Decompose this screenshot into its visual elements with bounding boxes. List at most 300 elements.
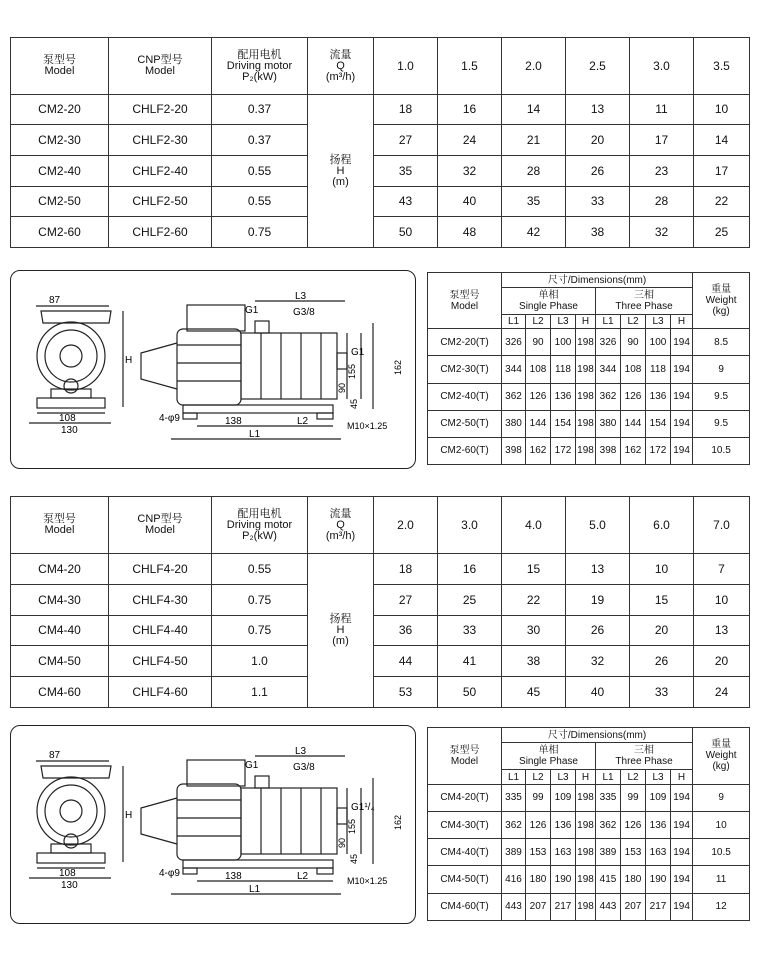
dim-155: 155 (347, 363, 357, 379)
flow-value: 7.0 (694, 497, 750, 554)
weight-value: 11 (693, 866, 750, 893)
table-row (428, 866, 750, 893)
cnp-model: CHLF2-60 (109, 217, 212, 248)
dim-value: 198 (576, 811, 596, 838)
dim-col-header: L3 (551, 315, 576, 329)
dim-value: 198 (576, 437, 596, 464)
dim-value: 172 (551, 437, 576, 464)
dims-model-header: 泵型号 Model (428, 728, 502, 785)
dim-value: 198 (576, 893, 596, 920)
head-value: 26 (566, 616, 630, 646)
dim-value: 180 (621, 866, 646, 893)
head-value: 20 (630, 616, 694, 646)
flow-value: 2.0 (502, 38, 566, 95)
dim-value: 126 (526, 383, 551, 410)
three-phase-header: 三相 Three Phase (596, 743, 693, 770)
dim-value: 443 (502, 893, 526, 920)
head-value: 25 (694, 217, 750, 248)
motor-header: 配用电机 Driving motor P₂(kW) (212, 497, 308, 554)
dims-model-header: 泵型号 Model (428, 273, 502, 329)
motor-power: 1.1 (212, 677, 308, 708)
head-value: 10 (694, 95, 750, 125)
flow-value: 4.0 (502, 497, 566, 554)
dim-value: 362 (502, 383, 526, 410)
dims-model: CM2-50(T) (428, 410, 502, 437)
motor-power: 0.37 (212, 125, 308, 156)
cm2-dimensions-table (427, 272, 750, 465)
dim-value: 415 (596, 866, 621, 893)
head-value: 26 (630, 646, 694, 677)
dim-value: 335 (502, 784, 526, 811)
dim-value: 163 (646, 839, 671, 866)
pump-model-header: 泵型号 Model (11, 497, 109, 554)
weight-value: 10.5 (693, 437, 750, 464)
dim-value: 198 (576, 839, 596, 866)
dim-value: 398 (502, 437, 526, 464)
dim-value: 109 (646, 784, 671, 811)
head-value: 50 (438, 677, 502, 708)
dim-col-header: L1 (596, 770, 621, 784)
dim-value: 108 (526, 356, 551, 383)
dim-col-header: L2 (526, 770, 551, 784)
motor-power: 0.37 (212, 95, 308, 125)
weight-value: 12 (693, 893, 750, 920)
head-value: 33 (630, 677, 694, 708)
table-row (11, 585, 750, 616)
dim-value: 344 (502, 356, 526, 383)
motor-power: 0.75 (212, 217, 308, 248)
dim-value: 326 (596, 329, 621, 356)
table-row (428, 410, 750, 437)
head-value: 44 (374, 646, 438, 677)
table-row (11, 554, 750, 585)
label-g38: G3/8 (293, 307, 315, 318)
head-value: 35 (502, 187, 566, 217)
cm2-dimension-drawing (10, 270, 416, 469)
pump-model: CM4-40 (11, 616, 109, 646)
dim-value: 326 (502, 329, 526, 356)
motor-power: 0.75 (212, 616, 308, 646)
head-value: 50 (374, 217, 438, 248)
dim-col-header: L1 (502, 315, 526, 329)
dims-model: CM4-20(T) (428, 784, 502, 811)
table-row (428, 811, 750, 838)
dims-model: CM4-50(T) (428, 866, 502, 893)
dim-value: 217 (551, 893, 576, 920)
head-value: 17 (694, 156, 750, 187)
head-value: 13 (566, 554, 630, 585)
head-value: 7 (694, 554, 750, 585)
dim-155: 155 (347, 818, 357, 834)
dim-value: 118 (551, 356, 576, 383)
motor-power: 0.75 (212, 585, 308, 616)
label-phi: 4-φ9 (159, 868, 180, 879)
pump-model: CM2-50 (11, 187, 109, 217)
dims-model: CM4-40(T) (428, 839, 502, 866)
table-row (11, 125, 750, 156)
table-row (11, 95, 750, 125)
dim-138: 138 (225, 871, 242, 882)
head-value: 16 (438, 95, 502, 125)
dim-value: 198 (576, 784, 596, 811)
dim-col-header: H (576, 770, 596, 784)
dim-col-header: L2 (621, 315, 646, 329)
pump-model: CM4-20 (11, 554, 109, 585)
head-label: 扬程 H (m) (308, 95, 374, 248)
dim-col-header: L2 (621, 770, 646, 784)
dim-value: 194 (671, 811, 693, 838)
dim-value: 335 (596, 784, 621, 811)
head-value: 13 (694, 616, 750, 646)
head-value: 38 (566, 217, 630, 248)
dims-model: CM4-30(T) (428, 811, 502, 838)
dims-model: CM2-40(T) (428, 383, 502, 410)
dim-90: 90 (337, 837, 347, 848)
flow-value: 3.0 (630, 38, 694, 95)
head-value: 42 (502, 217, 566, 248)
head-value: 16 (438, 554, 502, 585)
head-value: 32 (438, 156, 502, 187)
pump-model: CM4-30 (11, 585, 109, 616)
pump-drawing-svg (11, 271, 415, 468)
flow-value: 2.0 (374, 497, 438, 554)
head-value: 20 (694, 646, 750, 677)
dim-value: 380 (596, 410, 621, 437)
dim-l3: L3 (295, 291, 307, 302)
dim-col-header: L2 (526, 315, 551, 329)
dim-value: 416 (502, 866, 526, 893)
weight-header: 重量 Weight (kg) (693, 728, 750, 785)
weight-value: 9 (693, 784, 750, 811)
table-row (428, 383, 750, 410)
dim-value: 194 (671, 839, 693, 866)
dim-value: 194 (671, 893, 693, 920)
dim-l1: L1 (249, 884, 261, 895)
dim-value: 126 (621, 383, 646, 410)
motor-power: 0.55 (212, 187, 308, 217)
dim-value: 194 (671, 329, 693, 356)
weight-header: 重量 Weight (kg) (693, 273, 750, 329)
head-value: 36 (374, 616, 438, 646)
dim-108: 108 (59, 868, 76, 879)
flow-value: 5.0 (566, 497, 630, 554)
dim-h: H (125, 355, 133, 366)
cnp-model: CHLF4-30 (109, 585, 212, 616)
head-value: 48 (438, 217, 502, 248)
head-value: 14 (502, 95, 566, 125)
dim-value: 154 (551, 410, 576, 437)
dim-value: 207 (526, 893, 551, 920)
dim-col-header: L1 (502, 770, 526, 784)
dim-l2: L2 (297, 871, 309, 882)
dim-value: 136 (646, 811, 671, 838)
pump-model: CM2-30 (11, 125, 109, 156)
head-value: 33 (566, 187, 630, 217)
dim-value: 194 (671, 356, 693, 383)
head-value: 45 (502, 677, 566, 708)
dim-value: 90 (621, 329, 646, 356)
dims-model: CM2-60(T) (428, 437, 502, 464)
dim-87: 87 (49, 295, 61, 306)
head-value: 43 (374, 187, 438, 217)
flow-value: 3.0 (438, 497, 502, 554)
weight-value: 9.5 (693, 383, 750, 410)
flow-value: 6.0 (630, 497, 694, 554)
dim-value: 99 (621, 784, 646, 811)
weight-value: 8.5 (693, 329, 750, 356)
head-value: 20 (566, 125, 630, 156)
head-value: 17 (630, 125, 694, 156)
dim-l3: L3 (295, 746, 307, 757)
dim-45: 45 (349, 398, 359, 409)
dim-value: 153 (621, 839, 646, 866)
dim-value: 194 (671, 410, 693, 437)
dim-col-header: L3 (646, 770, 671, 784)
table-row (11, 156, 750, 187)
cnp-model: CHLF2-20 (109, 95, 212, 125)
three-phase-header: 三相 Three Phase (596, 288, 693, 315)
dim-value: 198 (576, 383, 596, 410)
table-row (428, 893, 750, 920)
dim-value: 136 (551, 383, 576, 410)
dim-value: 108 (621, 356, 646, 383)
label-g1-top: G1 (245, 760, 259, 771)
head-value: 24 (694, 677, 750, 708)
dim-col-header: H (576, 315, 596, 329)
head-value: 21 (502, 125, 566, 156)
pump-drawing-svg (11, 726, 415, 923)
flow-value: 1.5 (438, 38, 502, 95)
head-value: 40 (566, 677, 630, 708)
dim-value: 100 (646, 329, 671, 356)
cnp-model: CHLF4-20 (109, 554, 212, 585)
head-value: 14 (694, 125, 750, 156)
dims-title: 尺寸/Dimensions(mm) (502, 273, 693, 288)
head-value: 32 (566, 646, 630, 677)
cnp-model: CHLF2-40 (109, 156, 212, 187)
dims-model: CM2-20(T) (428, 329, 502, 356)
dim-value: 109 (551, 784, 576, 811)
head-value: 27 (374, 125, 438, 156)
cnp-model: CHLF2-50 (109, 187, 212, 217)
label-g1-quarter-side: G1¹/₄ (351, 802, 375, 813)
head-value: 18 (374, 95, 438, 125)
weight-value: 9.5 (693, 410, 750, 437)
dim-value: 180 (526, 866, 551, 893)
motor-power: 0.55 (212, 156, 308, 187)
dim-value: 217 (646, 893, 671, 920)
dim-value: 190 (646, 866, 671, 893)
dim-value: 198 (576, 329, 596, 356)
pump-model-header: 泵型号 Model (11, 38, 109, 95)
label-m10: M10×1.25 (347, 421, 388, 431)
dim-value: 153 (526, 839, 551, 866)
dim-value: 443 (596, 893, 621, 920)
head-value: 38 (502, 646, 566, 677)
head-value: 15 (630, 585, 694, 616)
dim-value: 198 (576, 410, 596, 437)
label-g1-top: G1 (245, 305, 259, 316)
dims-title: 尺寸/Dimensions(mm) (502, 728, 693, 743)
dim-value: 162 (526, 437, 551, 464)
pump-model: CM2-40 (11, 156, 109, 187)
motor-power: 0.55 (212, 554, 308, 585)
dim-value: 389 (596, 839, 621, 866)
cm4-dimensions-table (427, 727, 750, 921)
dim-162: 162 (393, 359, 403, 375)
dim-value: 162 (621, 437, 646, 464)
head-value: 22 (502, 585, 566, 616)
dim-value: 136 (646, 383, 671, 410)
dim-value: 398 (596, 437, 621, 464)
pump-model: CM2-60 (11, 217, 109, 248)
label-phi: 4-φ9 (159, 413, 180, 424)
flow-value: 2.5 (566, 38, 630, 95)
cm4-performance-table (10, 496, 750, 708)
head-value: 10 (694, 585, 750, 616)
dim-87: 87 (49, 750, 61, 761)
dim-value: 194 (671, 866, 693, 893)
table-row (428, 356, 750, 383)
head-value: 35 (374, 156, 438, 187)
dim-90: 90 (337, 382, 347, 393)
dim-value: 198 (576, 356, 596, 383)
head-value: 22 (694, 187, 750, 217)
head-value: 26 (566, 156, 630, 187)
table-row (11, 616, 750, 646)
cnp-model-header: CNP型号 Model (109, 38, 212, 95)
cnp-model: CHLF2-30 (109, 125, 212, 156)
dim-l1: L1 (249, 429, 261, 440)
dim-value: 136 (551, 811, 576, 838)
dim-value: 207 (621, 893, 646, 920)
dim-value: 190 (551, 866, 576, 893)
flow-header: 流量 Q (m³/h) (308, 38, 374, 95)
dim-value: 99 (526, 784, 551, 811)
dim-162: 162 (393, 814, 403, 830)
pump-model: CM4-50 (11, 646, 109, 677)
dim-value: 389 (502, 839, 526, 866)
weight-value: 10.5 (693, 839, 750, 866)
label-g1-side: G1 (351, 347, 365, 358)
single-phase-header: 单相 Single Phase (502, 743, 596, 770)
head-value: 11 (630, 95, 694, 125)
table-row (11, 677, 750, 708)
dim-l2: L2 (297, 416, 309, 427)
dim-col-header: H (671, 770, 693, 784)
head-value: 28 (502, 156, 566, 187)
head-value: 24 (438, 125, 502, 156)
table-row (11, 187, 750, 217)
dim-value: 100 (551, 329, 576, 356)
single-phase-header: 单相 Single Phase (502, 288, 596, 315)
cnp-model: CHLF4-60 (109, 677, 212, 708)
dim-value: 344 (596, 356, 621, 383)
head-value: 10 (630, 554, 694, 585)
pump-model: CM4-60 (11, 677, 109, 708)
flow-value: 1.0 (374, 38, 438, 95)
head-value: 41 (438, 646, 502, 677)
dim-value: 126 (621, 811, 646, 838)
dim-value: 90 (526, 329, 551, 356)
dim-130: 130 (61, 425, 78, 436)
head-value: 15 (502, 554, 566, 585)
head-value: 27 (374, 585, 438, 616)
dim-value: 198 (576, 866, 596, 893)
table-row (11, 646, 750, 677)
head-value: 19 (566, 585, 630, 616)
head-value: 32 (630, 217, 694, 248)
cnp-model: CHLF4-40 (109, 616, 212, 646)
table-row (428, 839, 750, 866)
motor-power: 1.0 (212, 646, 308, 677)
flow-header: 流量 Q (m³/h) (308, 497, 374, 554)
head-value: 53 (374, 677, 438, 708)
dim-value: 380 (502, 410, 526, 437)
dims-model: CM2-30(T) (428, 356, 502, 383)
head-label: 扬程 H (m) (308, 554, 374, 708)
dim-45: 45 (349, 853, 359, 864)
dim-value: 194 (671, 437, 693, 464)
dim-col-header: H (671, 315, 693, 329)
label-m10: M10×1.25 (347, 876, 388, 886)
weight-value: 9 (693, 356, 750, 383)
label-g38: G3/8 (293, 762, 315, 773)
pump-model: CM2-20 (11, 95, 109, 125)
head-value: 18 (374, 554, 438, 585)
flow-value: 3.5 (694, 38, 750, 95)
dim-value: 362 (596, 811, 621, 838)
head-value: 25 (438, 585, 502, 616)
dim-value: 362 (596, 383, 621, 410)
dim-value: 362 (502, 811, 526, 838)
table-row (11, 217, 750, 248)
head-value: 40 (438, 187, 502, 217)
table-row (428, 784, 750, 811)
dim-col-header: L3 (646, 315, 671, 329)
dim-130: 130 (61, 880, 78, 891)
head-value: 33 (438, 616, 502, 646)
dim-value: 144 (621, 410, 646, 437)
dim-138: 138 (225, 416, 242, 427)
dim-col-header: L3 (551, 770, 576, 784)
dims-model: CM4-60(T) (428, 893, 502, 920)
dim-h: H (125, 810, 133, 821)
dim-108: 108 (59, 413, 76, 424)
table-row (428, 437, 750, 464)
dim-value: 194 (671, 784, 693, 811)
dim-value: 154 (646, 410, 671, 437)
weight-value: 10 (693, 811, 750, 838)
head-value: 28 (630, 187, 694, 217)
dim-value: 194 (671, 383, 693, 410)
head-value: 30 (502, 616, 566, 646)
dim-value: 163 (551, 839, 576, 866)
head-value: 23 (630, 156, 694, 187)
cm4-dimension-drawing (10, 725, 416, 924)
table-row (428, 329, 750, 356)
cnp-model-header: CNP型号 Model (109, 497, 212, 554)
cm2-performance-table (10, 37, 750, 248)
dim-value: 172 (646, 437, 671, 464)
dim-value: 126 (526, 811, 551, 838)
cnp-model: CHLF4-50 (109, 646, 212, 677)
dim-value: 144 (526, 410, 551, 437)
dim-value: 118 (646, 356, 671, 383)
head-value: 13 (566, 95, 630, 125)
dim-col-header: L1 (596, 315, 621, 329)
motor-header: 配用电机 Driving motor P₂(kW) (212, 38, 308, 95)
